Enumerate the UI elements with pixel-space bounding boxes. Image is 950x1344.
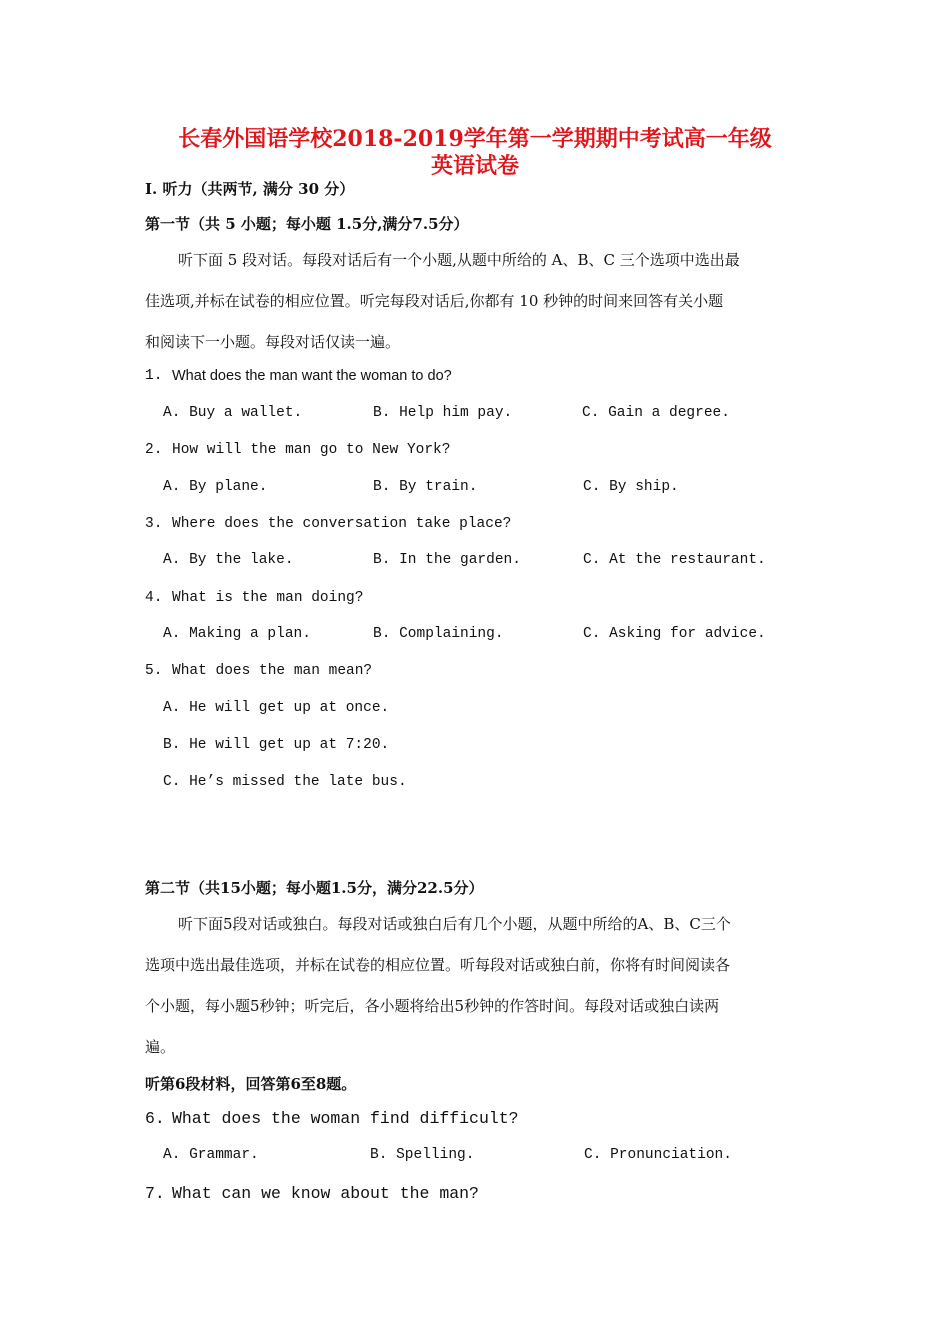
option-a: A. He will get up at once. (163, 700, 390, 716)
question-text: What can we know about the man? (172, 1184, 479, 1203)
document-title: 长春外国语学校2018-2019学年第一学期期中考试高一年级 (178, 126, 772, 152)
question-number: 7. (145, 1184, 165, 1203)
instruction-line: 选项中选出最佳选项，并标在试卷的相应位置。听每段对话或独白前，你将有时间阅读各 (145, 956, 731, 974)
option-b: B. By train. (373, 479, 478, 495)
question-text: How will the man go to New York? (172, 442, 451, 458)
option-a: A. Buy a wallet. (163, 405, 303, 421)
instruction-line: 听下面 5 段对话。每段对话后有一个小题,从题中所给的 A、B、C 三个选项中选出最 (178, 251, 740, 269)
material-heading: 听第6段材料，回答第6至8题。 (145, 1075, 357, 1093)
instruction-line: 和阅读下一小题。每段对话仅读一遍。 (145, 333, 401, 351)
question-number: 5. (145, 663, 163, 679)
question-number: 3. (145, 516, 163, 532)
option-a: A. Grammar. (163, 1147, 259, 1163)
option-b: B. Help him pay. (373, 405, 513, 421)
question-number: 1. (145, 368, 163, 384)
option-c: C. Gain a degree. (582, 405, 730, 421)
instruction-line: 个小题，每小题5秒钟；听完后，各小题将给出5秒钟的作答时间。每段对话或独白读两 (145, 997, 720, 1015)
option-c: C. At the restaurant. (583, 552, 766, 568)
instruction-line: 遍。 (145, 1038, 176, 1056)
document-subtitle: 英语试卷 (430, 153, 519, 179)
question-text: What does the woman find difficult? (172, 1109, 519, 1128)
option-a: A. By the lake. (163, 552, 294, 568)
part1-heading: 第一节（共 5 小题；每小题 1.5分,满分7.5分） (145, 215, 469, 233)
option-b: B. Spelling. (370, 1147, 475, 1163)
question-number: 2. (145, 442, 163, 458)
section-heading: I. 听力（共两节, 满分 30 分） (145, 180, 355, 198)
option-c: C. Pronunciation. (584, 1147, 732, 1163)
option-c: C. By ship. (583, 479, 679, 495)
option-c: C. Asking for advice. (583, 626, 766, 642)
option-a: A. By plane. (163, 479, 268, 495)
question-number: 4. (145, 590, 163, 606)
question-number: 6. (145, 1109, 165, 1128)
instruction-line: 佳选项,并标在试卷的相应位置。听完每段对话后,你都有 10 秒钟的时间来回答有关小题 (145, 292, 724, 310)
question-text: What does the man want the woman to do? (172, 368, 452, 384)
part2-heading: 第二节（共15小题；每小题1.5分，满分22.5分） (145, 879, 484, 897)
option-b: B. He will get up at 7:20. (163, 737, 390, 753)
question-text: What is the man doing? (172, 590, 364, 606)
option-c: C. He’s missed the late bus. (163, 774, 407, 790)
option-b: B. Complaining. (373, 626, 504, 642)
option-a: A. Making a plan. (163, 626, 311, 642)
instruction-line: 听下面5段对话或独白。每段对话或独白后有几个小题，从题中所给的A、B、C三个 (178, 915, 731, 933)
option-b: B. In the garden. (373, 552, 521, 568)
question-text: Where does the conversation take place? (172, 516, 512, 532)
question-text: What does the man mean? (172, 663, 373, 679)
